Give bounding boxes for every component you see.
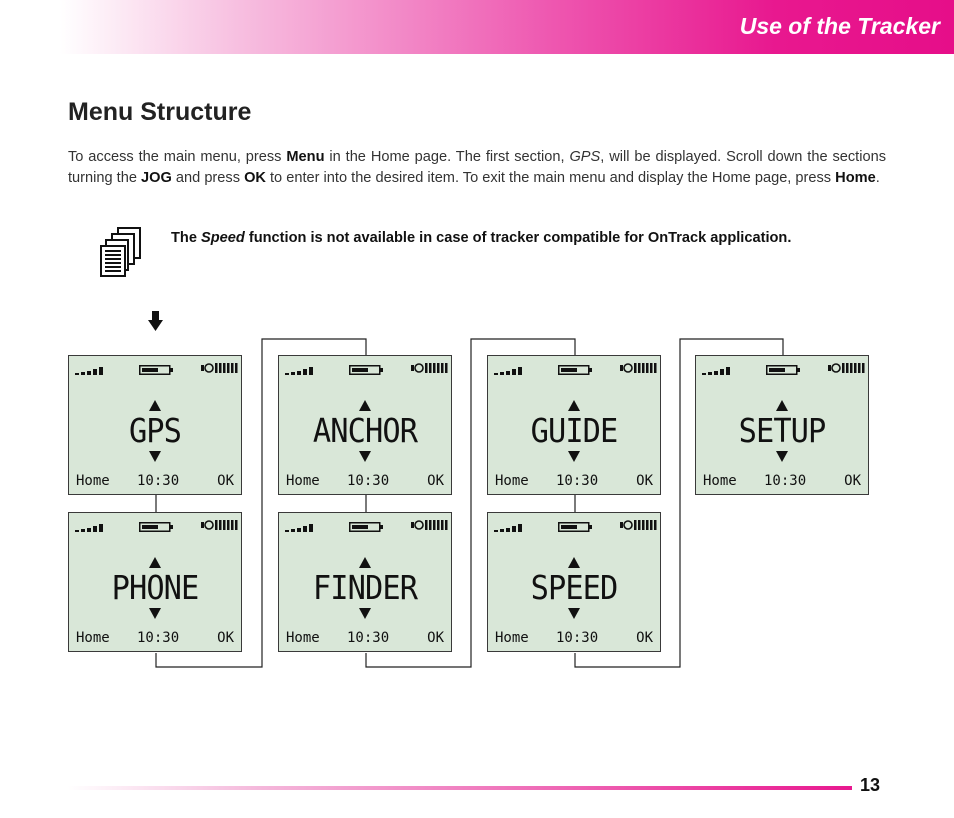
battery-icon bbox=[139, 517, 175, 536]
satellite-icon bbox=[620, 359, 658, 378]
softkey-ok-label: OK bbox=[636, 473, 653, 489]
scroll-down-arrow-icon bbox=[149, 608, 161, 619]
softkey-bar bbox=[495, 630, 653, 648]
softkey-home-label: Home bbox=[76, 473, 110, 489]
menu-section-name: FINDER bbox=[312, 568, 418, 607]
scroll-down-arrow-icon bbox=[149, 451, 161, 462]
menu-section-name: SETUP bbox=[738, 411, 826, 450]
satellite-icon bbox=[201, 359, 239, 378]
signal-strength-icon bbox=[494, 518, 530, 537]
page-number: 13 bbox=[860, 775, 881, 795]
status-bar bbox=[69, 356, 241, 376]
softkey-bar bbox=[76, 473, 234, 491]
satellite-icon bbox=[411, 516, 449, 535]
signal-strength-icon bbox=[494, 361, 530, 380]
softkey-home-label: Home bbox=[286, 473, 320, 489]
note-text: The Speed function is not available in case of tracker compatible for OnTrack application. bbox=[171, 230, 792, 246]
signal-strength-icon bbox=[702, 361, 738, 380]
softkey-ok-label: OK bbox=[217, 473, 234, 489]
softkey-bar bbox=[76, 630, 234, 648]
softkey-ok-label: OK bbox=[844, 473, 861, 489]
status-bar bbox=[279, 356, 451, 376]
signal-strength-icon bbox=[75, 518, 111, 537]
softkey-home-label: Home bbox=[495, 473, 529, 489]
menu-section-name: SPEED bbox=[530, 568, 618, 607]
lcd-screen bbox=[487, 355, 661, 495]
scroll-up-arrow-icon bbox=[149, 400, 161, 411]
scroll-up-arrow-icon bbox=[776, 400, 788, 411]
status-bar bbox=[488, 513, 660, 533]
softkey-bar bbox=[286, 630, 444, 648]
lcd-screen bbox=[68, 512, 242, 652]
status-bar bbox=[488, 356, 660, 376]
battery-icon bbox=[558, 360, 594, 379]
softkey-home-label: Home bbox=[703, 473, 737, 489]
lcd-screen bbox=[278, 512, 452, 652]
softkey-ok-label: OK bbox=[217, 630, 234, 646]
battery-icon bbox=[766, 360, 802, 379]
softkey-ok-label: OK bbox=[636, 630, 653, 646]
menu-section-name: PHONE bbox=[111, 568, 199, 607]
scroll-up-arrow-icon bbox=[149, 557, 161, 568]
scroll-down-arrow-icon bbox=[359, 451, 371, 462]
page-title: Menu Structure bbox=[68, 98, 252, 126]
down-arrow-icon bbox=[146, 310, 166, 332]
softkey-bar bbox=[286, 473, 444, 491]
scroll-down-arrow-icon bbox=[568, 451, 580, 462]
softkey-bar bbox=[703, 473, 861, 491]
scroll-up-arrow-icon bbox=[359, 557, 371, 568]
softkey-bar bbox=[495, 473, 653, 491]
status-bar bbox=[279, 513, 451, 533]
status-bar bbox=[69, 513, 241, 533]
signal-strength-icon bbox=[285, 518, 321, 537]
satellite-icon bbox=[201, 516, 239, 535]
scroll-up-arrow-icon bbox=[568, 557, 580, 568]
softkey-ok-label: OK bbox=[427, 630, 444, 646]
header-title: Use of the Tracker bbox=[739, 13, 940, 39]
menu-section-name: GUIDE bbox=[530, 411, 618, 450]
battery-icon bbox=[139, 360, 175, 379]
satellite-icon bbox=[411, 359, 449, 378]
signal-strength-icon bbox=[285, 361, 321, 380]
clock-time: 10:30 bbox=[764, 473, 807, 489]
clock-time: 10:30 bbox=[556, 473, 599, 489]
satellite-icon bbox=[620, 516, 658, 535]
status-bar bbox=[696, 356, 868, 376]
battery-icon bbox=[558, 517, 594, 536]
softkey-ok-label: OK bbox=[427, 473, 444, 489]
scroll-down-arrow-icon bbox=[776, 451, 788, 462]
clock-time: 10:30 bbox=[137, 473, 180, 489]
footer-rule bbox=[68, 786, 852, 790]
battery-icon bbox=[349, 360, 385, 379]
clock-time: 10:30 bbox=[347, 473, 390, 489]
clock-time: 10:30 bbox=[347, 630, 390, 646]
lcd-screen bbox=[68, 355, 242, 495]
softkey-home-label: Home bbox=[286, 630, 320, 646]
intro-paragraph: To access the main menu, press Menu in the Home page. The first section, GPS, will be displayed. Scroll down the sections turning the JOG and press OK to enter into the desired item. To exit the main menu and display the Home page, press Home. bbox=[68, 149, 887, 186]
satellite-icon bbox=[828, 359, 866, 378]
menu-section-name: ANCHOR bbox=[312, 411, 418, 450]
lcd-screen bbox=[278, 355, 452, 495]
menu-section-name: GPS bbox=[128, 411, 182, 450]
softkey-home-label: Home bbox=[495, 630, 529, 646]
lcd-screen bbox=[695, 355, 869, 495]
softkey-home-label: Home bbox=[76, 630, 110, 646]
scroll-up-arrow-icon bbox=[359, 400, 371, 411]
signal-strength-icon bbox=[75, 361, 111, 380]
scroll-down-arrow-icon bbox=[359, 608, 371, 619]
battery-icon bbox=[349, 517, 385, 536]
lcd-screen bbox=[487, 512, 661, 652]
scroll-up-arrow-icon bbox=[568, 400, 580, 411]
clock-time: 10:30 bbox=[556, 630, 599, 646]
scroll-down-arrow-icon bbox=[568, 608, 580, 619]
clock-time: 10:30 bbox=[137, 630, 180, 646]
